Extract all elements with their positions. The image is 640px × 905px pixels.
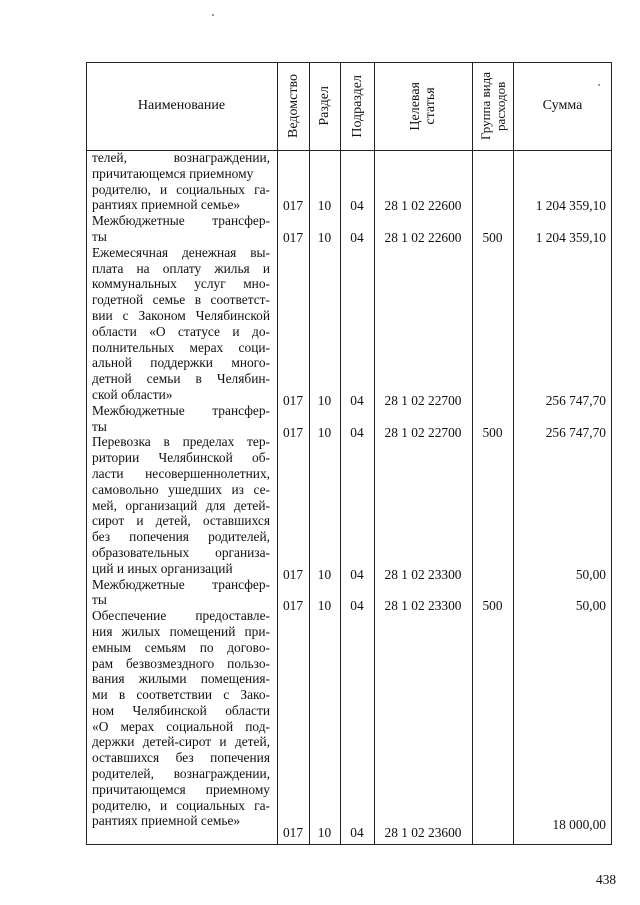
name-line: ния жилых помещений при- <box>92 623 270 639</box>
cell-razdel: 10 <box>317 425 332 440</box>
name-line: Межбюджетные трансфер- <box>92 576 270 592</box>
cell-vedomstvo: 017 <box>282 198 304 213</box>
cell-podrazdel: 04 <box>350 198 364 213</box>
name-line: альной поддержки много- <box>92 355 270 371</box>
name-line: Обеспечение предоставле- <box>92 608 270 624</box>
cell-gruppa: 500 <box>482 230 503 245</box>
name-line: ритории Челябинской об- <box>92 450 270 466</box>
column-divider <box>374 62 375 845</box>
name-line: Перевозка в пределах тер- <box>92 434 270 450</box>
cell-vedomstvo: 017 <box>282 393 304 408</box>
header-vedomstvo-label: Ведомство <box>285 74 301 138</box>
cell-podrazdel: 04 <box>350 230 364 245</box>
cell-razdel: 10 <box>317 825 332 840</box>
cell-summa: 50,00 <box>575 567 606 582</box>
name-line: причитающемся приемному <box>92 165 254 181</box>
header-summa <box>513 62 612 150</box>
name-line: полнительных мерах соци- <box>92 339 270 355</box>
cell-summa: 256 747,70 <box>545 425 606 440</box>
column-divider <box>277 62 278 845</box>
cell-podrazdel: 04 <box>350 425 364 440</box>
header-tselevaya <box>374 62 472 150</box>
name-line: рантиях приемной семье» <box>92 197 241 213</box>
header-tselevaya-line1: Целевая <box>408 81 423 131</box>
cell-podrazdel: 04 <box>350 567 364 582</box>
cell-razdel: 10 <box>317 198 332 213</box>
cell-summa: 50,00 <box>575 598 606 613</box>
name-line: Межбюджетные трансфер- <box>92 213 270 229</box>
cell-podrazdel: 04 <box>350 825 364 840</box>
cell-razdel: 10 <box>317 393 332 408</box>
cell-gruppa <box>472 825 513 841</box>
name-line: рантиях приемной семье» <box>92 813 241 829</box>
cell-tselevaya: 28 1 02 23600 <box>384 825 462 840</box>
cell-gruppa: 500 <box>482 425 503 440</box>
cell-gruppa <box>472 198 513 214</box>
cell-vedomstvo: 017 <box>282 230 304 245</box>
name-line: ном Челябинской области <box>92 702 270 718</box>
name-line: вания жилыми помещения- <box>92 671 270 687</box>
header-razdel-label: Раздел <box>317 86 332 126</box>
name-line: ты <box>92 228 107 244</box>
name-line: родителей, вознаграждении, <box>92 766 270 782</box>
cell-tselevaya: 28 1 02 22600 <box>384 198 462 213</box>
name-line: коммунальных услуг мно- <box>92 276 270 292</box>
name-line: ми в соответствии с Зако- <box>92 687 270 703</box>
name-line: емным семьям по догово- <box>92 639 270 655</box>
cell-razdel: 10 <box>317 598 332 613</box>
cell-tselevaya: 28 1 02 22700 <box>384 393 462 408</box>
name-line: родителю, и социальных га- <box>92 181 270 197</box>
cell-podrazdel: 04 <box>350 598 364 613</box>
header-gruppa-line1: Группа вида <box>477 72 493 140</box>
name-line: ласти несовершеннолетних, <box>92 465 270 481</box>
name-line: плата на оплату жилья и <box>92 260 270 276</box>
cell-razdel: 10 <box>317 230 332 245</box>
name-line: самовольно ушедших из се- <box>92 481 270 497</box>
cell-tselevaya: 28 1 02 22700 <box>384 425 462 440</box>
name-line: рам безвозмездного пользо- <box>92 655 270 671</box>
name-line: Ежемесячная денежная вы- <box>92 244 270 260</box>
header-razdel <box>309 62 340 150</box>
cell-vedomstvo: 017 <box>282 825 304 840</box>
name-line: образовательных организа- <box>92 544 270 560</box>
scan-speck <box>212 14 214 16</box>
cell-gruppa <box>472 393 513 409</box>
cell-summa: 1 204 359,10 <box>535 230 606 245</box>
name-line: ты <box>92 418 107 434</box>
column-divider <box>472 62 473 845</box>
name-column <box>92 150 270 829</box>
cell-podrazdel: 04 <box>350 393 364 408</box>
name-line: ций и иных организаций <box>92 560 233 576</box>
cell-vedomstvo: 017 <box>282 425 304 440</box>
cell-summa: 18 000,00 <box>552 817 606 832</box>
header-tselevaya-line2: статья <box>423 87 438 125</box>
cell-tselevaya: 28 1 02 23300 <box>384 598 462 613</box>
column-divider <box>513 62 514 845</box>
header-name-label: Наименование <box>137 98 226 113</box>
header-gruppa-line2: расходов <box>492 81 508 131</box>
cell-razdel: 10 <box>317 567 332 582</box>
header-podrazdel-label: Подраздел <box>349 74 365 138</box>
cell-summa: 1 204 359,10 <box>535 198 606 213</box>
cell-gruppa <box>472 567 513 583</box>
name-line: причитающемся приемному <box>92 781 270 797</box>
header-name <box>86 62 277 150</box>
header-podrazdel <box>340 62 374 150</box>
name-line: держки детей-сирот и детей, <box>92 734 270 750</box>
name-line: сирот и детей, оставшихся <box>92 513 270 529</box>
name-line: родителю, и социальных га- <box>92 797 270 813</box>
name-line: ской области» <box>92 386 173 402</box>
name-line: без попечения родителей, <box>92 529 270 545</box>
cell-vedomstvo: 017 <box>282 598 304 613</box>
column-divider <box>340 62 341 845</box>
header-vedomstvo <box>277 62 309 150</box>
name-line: Межбюджетные трансфер- <box>92 402 270 418</box>
name-line: годетной семье в соответст- <box>92 292 270 308</box>
name-line: детной семьи в Челябин- <box>92 371 270 387</box>
name-line: области «О статусе и до- <box>92 323 270 339</box>
cell-tselevaya: 28 1 02 22600 <box>384 230 462 245</box>
name-line: телей, вознаграждении, <box>92 150 270 165</box>
cell-gruppa: 500 <box>482 598 503 613</box>
cell-summa: 256 747,70 <box>545 393 606 408</box>
column-divider <box>309 62 310 845</box>
page-number: 438 <box>596 872 617 887</box>
name-line: мей, организаций для детей- <box>92 497 270 513</box>
header-gruppa <box>472 62 513 150</box>
cell-vedomstvo: 017 <box>282 567 304 582</box>
header-summa-label: Сумма <box>542 98 583 113</box>
cell-tselevaya: 28 1 02 23300 <box>384 567 462 582</box>
name-line: ты <box>92 592 107 608</box>
name-line: оставшихся без попечения <box>92 750 270 766</box>
name-line: «О мерах социальной под- <box>92 718 270 734</box>
name-line: вии с Законом Челябинской <box>92 307 270 323</box>
